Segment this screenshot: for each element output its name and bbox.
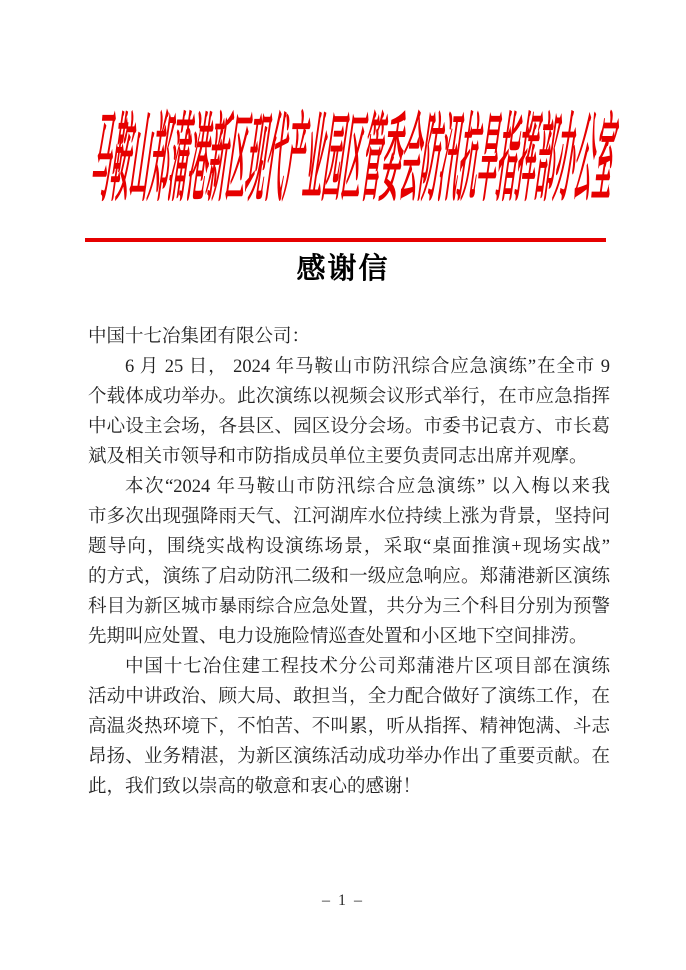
body-line: 高温炎热环境下，不怕苦、不叫累，听从指挥、精神饱满、斗志	[88, 717, 610, 737]
body-line: 中国十七冶集团有限公司：	[88, 327, 311, 347]
body-line: 活动中讲政治、顾大局、敢担当，全力配合做好了演练工作，在	[88, 687, 610, 707]
body-line: 先期叫应处置、电力设施险情巡查处置和小区地下空间排涝。	[88, 627, 588, 647]
letterhead	[86, 104, 623, 218]
body-line: 斌及相关市领导和市防指成员单位主要负责同志出席并观摩。	[88, 447, 588, 467]
letterhead-divider	[85, 238, 606, 242]
letter-body	[88, 322, 610, 802]
body-line: 题导向，围绕实战构设演练场景，采取“桌面推演+现场实战”	[88, 537, 610, 557]
body-line: 的方式，演练了启动防汛二级和一级应急响应。郑蒲港新区演练	[88, 567, 610, 587]
body-line: 个载体成功举办。此次演练以视频会议形式举行，在市应急指挥	[88, 387, 610, 407]
body-line: 市多次出现强降雨天气、江河湖库水位持续上涨为背景，坚持问	[88, 507, 610, 527]
page-number: – 1 –	[322, 892, 364, 909]
body-line: 中国十七冶住建工程技术分公司郑蒲港片区项目部在演练	[125, 657, 610, 677]
body-line: 科目为新区城市暴雨综合应急处置，共分为三个科目分别为预警	[88, 597, 610, 617]
body-line: 昂扬、业务精湛，为新区演练活动成功举办作出了重要贡献。在	[88, 747, 610, 767]
body-line: 中心设主会场，各县区、园区设分会场。市委书记袁方、市长葛	[88, 417, 610, 437]
body-line: 6 月 25 日， 2024 年马鞍山市防汛综合应急演练”在全市 9	[125, 357, 610, 377]
body-line: 本次“2024 年马鞍山市防汛综合应急演练” 以入梅以来我	[125, 477, 610, 497]
letterhead-title: 马鞍山郑蒲港新区现代产业园区管委会防汛抗旱指挥部办公室	[86, 106, 623, 213]
document-title: 感谢信	[296, 253, 390, 285]
body-line: 此，我们致以崇高的敬意和衷心的感谢！	[88, 777, 422, 797]
